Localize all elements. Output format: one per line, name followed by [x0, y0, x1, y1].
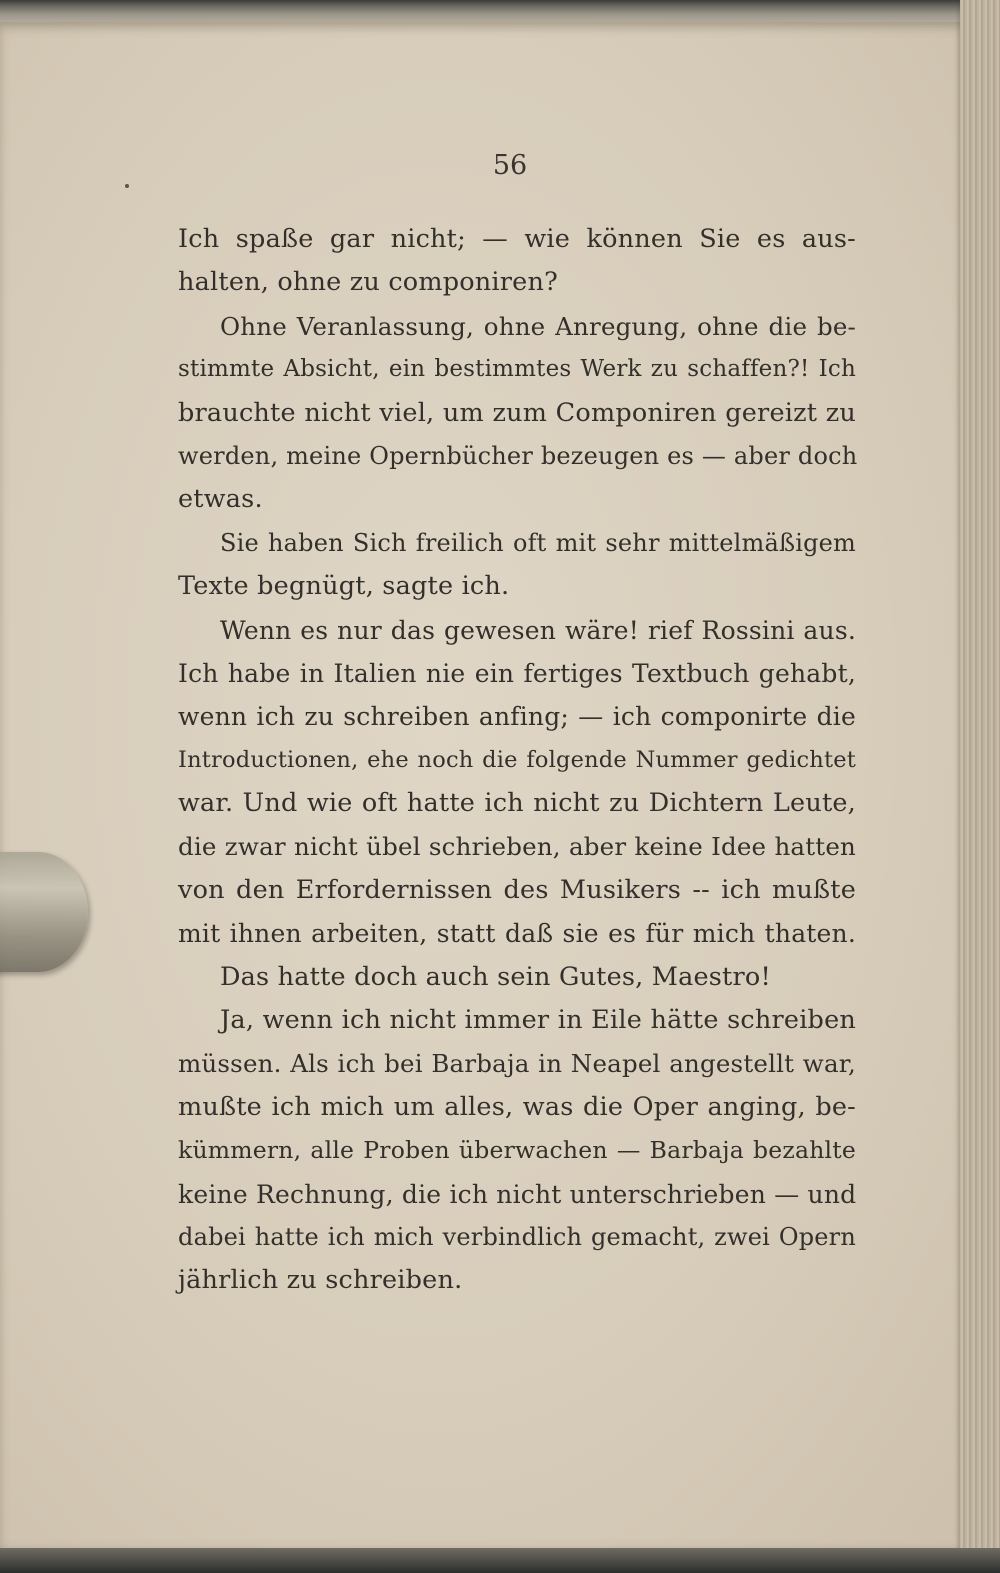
text-line: stimmte Absicht, ein bestimmtes Werk zu schaffen?! Ich	[178, 356, 856, 383]
body-text	[178, 218, 856, 1303]
text-line: mit ihnen arbeiten, statt daß sie es für mich thaten.	[178, 919, 856, 949]
text-line: Introductionen, ehe noch die folgende Nummer gedichtet	[178, 746, 856, 773]
text-line: mußte ich mich um alles, was die Oper anging, be-	[178, 1091, 856, 1122]
text-line: kümmern, alle Proben überwachen — Barbaja bezahlte	[178, 1136, 856, 1165]
text-line: die zwar nicht übel schrieben, aber keine Idee hatten	[178, 832, 856, 862]
text-line: etwas.	[178, 484, 263, 515]
margin-mark	[125, 184, 129, 188]
text-line: werden, meine Opernbücher bezeugen es — aber doch	[178, 441, 858, 470]
text-line: Wenn es nur das gewesen wäre! rief Rossini aus.	[220, 615, 856, 645]
page-number: 56	[492, 150, 528, 181]
text-line: dabei hatte ich mich verbindlich gemacht, zwei Opern	[178, 1222, 856, 1251]
text-line: von den Erfordernissen des Musikers -- ich mußte	[178, 874, 856, 905]
text-line: Ohne Veranlassung, ohne Anregung, ohne die be-	[220, 311, 856, 341]
text-line: Ich habe in Italien nie ein fertiges Textbuch gehabt,	[178, 658, 856, 688]
text-line: Texte begnügt, sagte ich.	[178, 571, 510, 602]
text-line: jährlich zu schreiben.	[178, 1265, 463, 1296]
text-line: keine Rechnung, die ich nicht unterschrieben — und	[178, 1179, 857, 1209]
book-bottom-edge	[0, 1548, 1000, 1573]
text-line: wenn ich zu schreiben anfing; — ich componirte die	[178, 702, 856, 732]
page-stack-edge	[960, 0, 1000, 1573]
text-line: Ich spaße gar nicht; — wie können Sie es aus-	[178, 224, 856, 254]
text-line: Das hatte doch auch sein Gutes, Maestro!	[220, 961, 771, 992]
text-line: war. Und wie oft hatte ich nicht zu Dichtern Leute,	[178, 788, 856, 819]
text-line: Ja, wenn ich nicht immer in Eile hätte schreiben	[220, 1005, 856, 1036]
text-line: brauchte nicht viel, um zum Componiren gereizt zu	[178, 397, 856, 428]
text-line: müssen. Als ich bei Barbaja in Neapel angestellt war,	[178, 1049, 856, 1079]
text-line: Sie haben Sich freilich oft mit sehr mittelmäßigem	[220, 528, 856, 557]
text-line: halten, ohne zu componiren?	[178, 267, 558, 298]
